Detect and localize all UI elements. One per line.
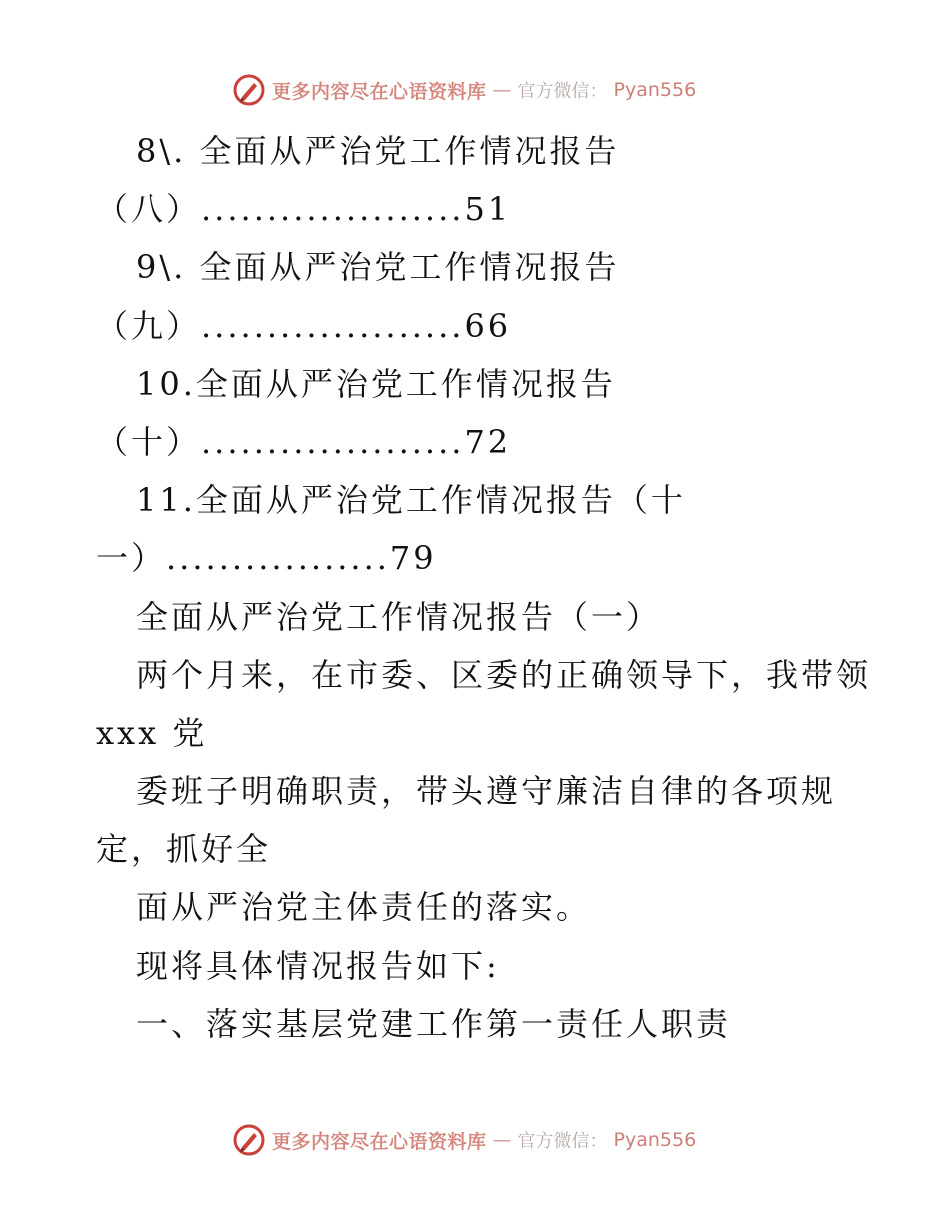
- paragraph-line: xxx 党: [96, 713, 208, 752]
- watermark-wechat-id: Pyan556: [613, 1129, 697, 1151]
- section-title: 全面从严治党工作情况报告（一）: [136, 597, 662, 636]
- toc-entry-8-page: （八）....................51: [96, 190, 512, 229]
- header-watermark: [232, 70, 696, 110]
- toc-entry-9-page: （九）....................66: [96, 306, 512, 345]
- toc-entry-11-page: 一）.................79: [96, 539, 437, 578]
- watermark-separator: —: [492, 1129, 512, 1151]
- watermark-separator: —: [492, 79, 512, 101]
- paragraph-line: 面从严治党主体责任的落实。: [136, 888, 592, 927]
- paragraph-line: 委班子明确职责，带头遵守廉洁自律的各项规: [136, 772, 837, 811]
- watermark-wechat-label: 官方微信：: [517, 81, 608, 102]
- footer-watermark: [232, 1120, 696, 1160]
- watermark-wechat-label: 官方微信：: [517, 1131, 608, 1152]
- watermark-text: 更多内容尽在心语资料库: [272, 1130, 487, 1153]
- toc-entry-11-title: 11.全面从严治党工作情况报告（十: [136, 481, 686, 520]
- paragraph-line: 定，抓好全: [96, 830, 272, 869]
- paragraph-line: 现将具体情况报告如下:: [136, 946, 500, 985]
- pen-logo-icon: [232, 1123, 266, 1157]
- subsection-heading: 一、落实基层党建工作第一责任人职责: [136, 1004, 732, 1043]
- pen-logo-icon: [232, 73, 266, 107]
- watermark-wechat-id: Pyan556: [613, 79, 697, 101]
- watermark-text: 更多内容尽在心语资料库: [272, 80, 487, 103]
- toc-entry-10-page: （十）....................72: [96, 422, 512, 461]
- document-body: [96, 122, 896, 1053]
- toc-entry-10-title: 10.全面从严治党工作情况报告: [136, 364, 616, 403]
- paragraph-line: 两个月来，在市委、区委的正确领导下，我带领: [136, 655, 872, 694]
- toc-entry-8-title: 8\. 全面从严治党工作情况报告: [136, 132, 620, 170]
- toc-entry-9-title: 9\. 全面从严治党工作情况报告: [136, 248, 620, 287]
